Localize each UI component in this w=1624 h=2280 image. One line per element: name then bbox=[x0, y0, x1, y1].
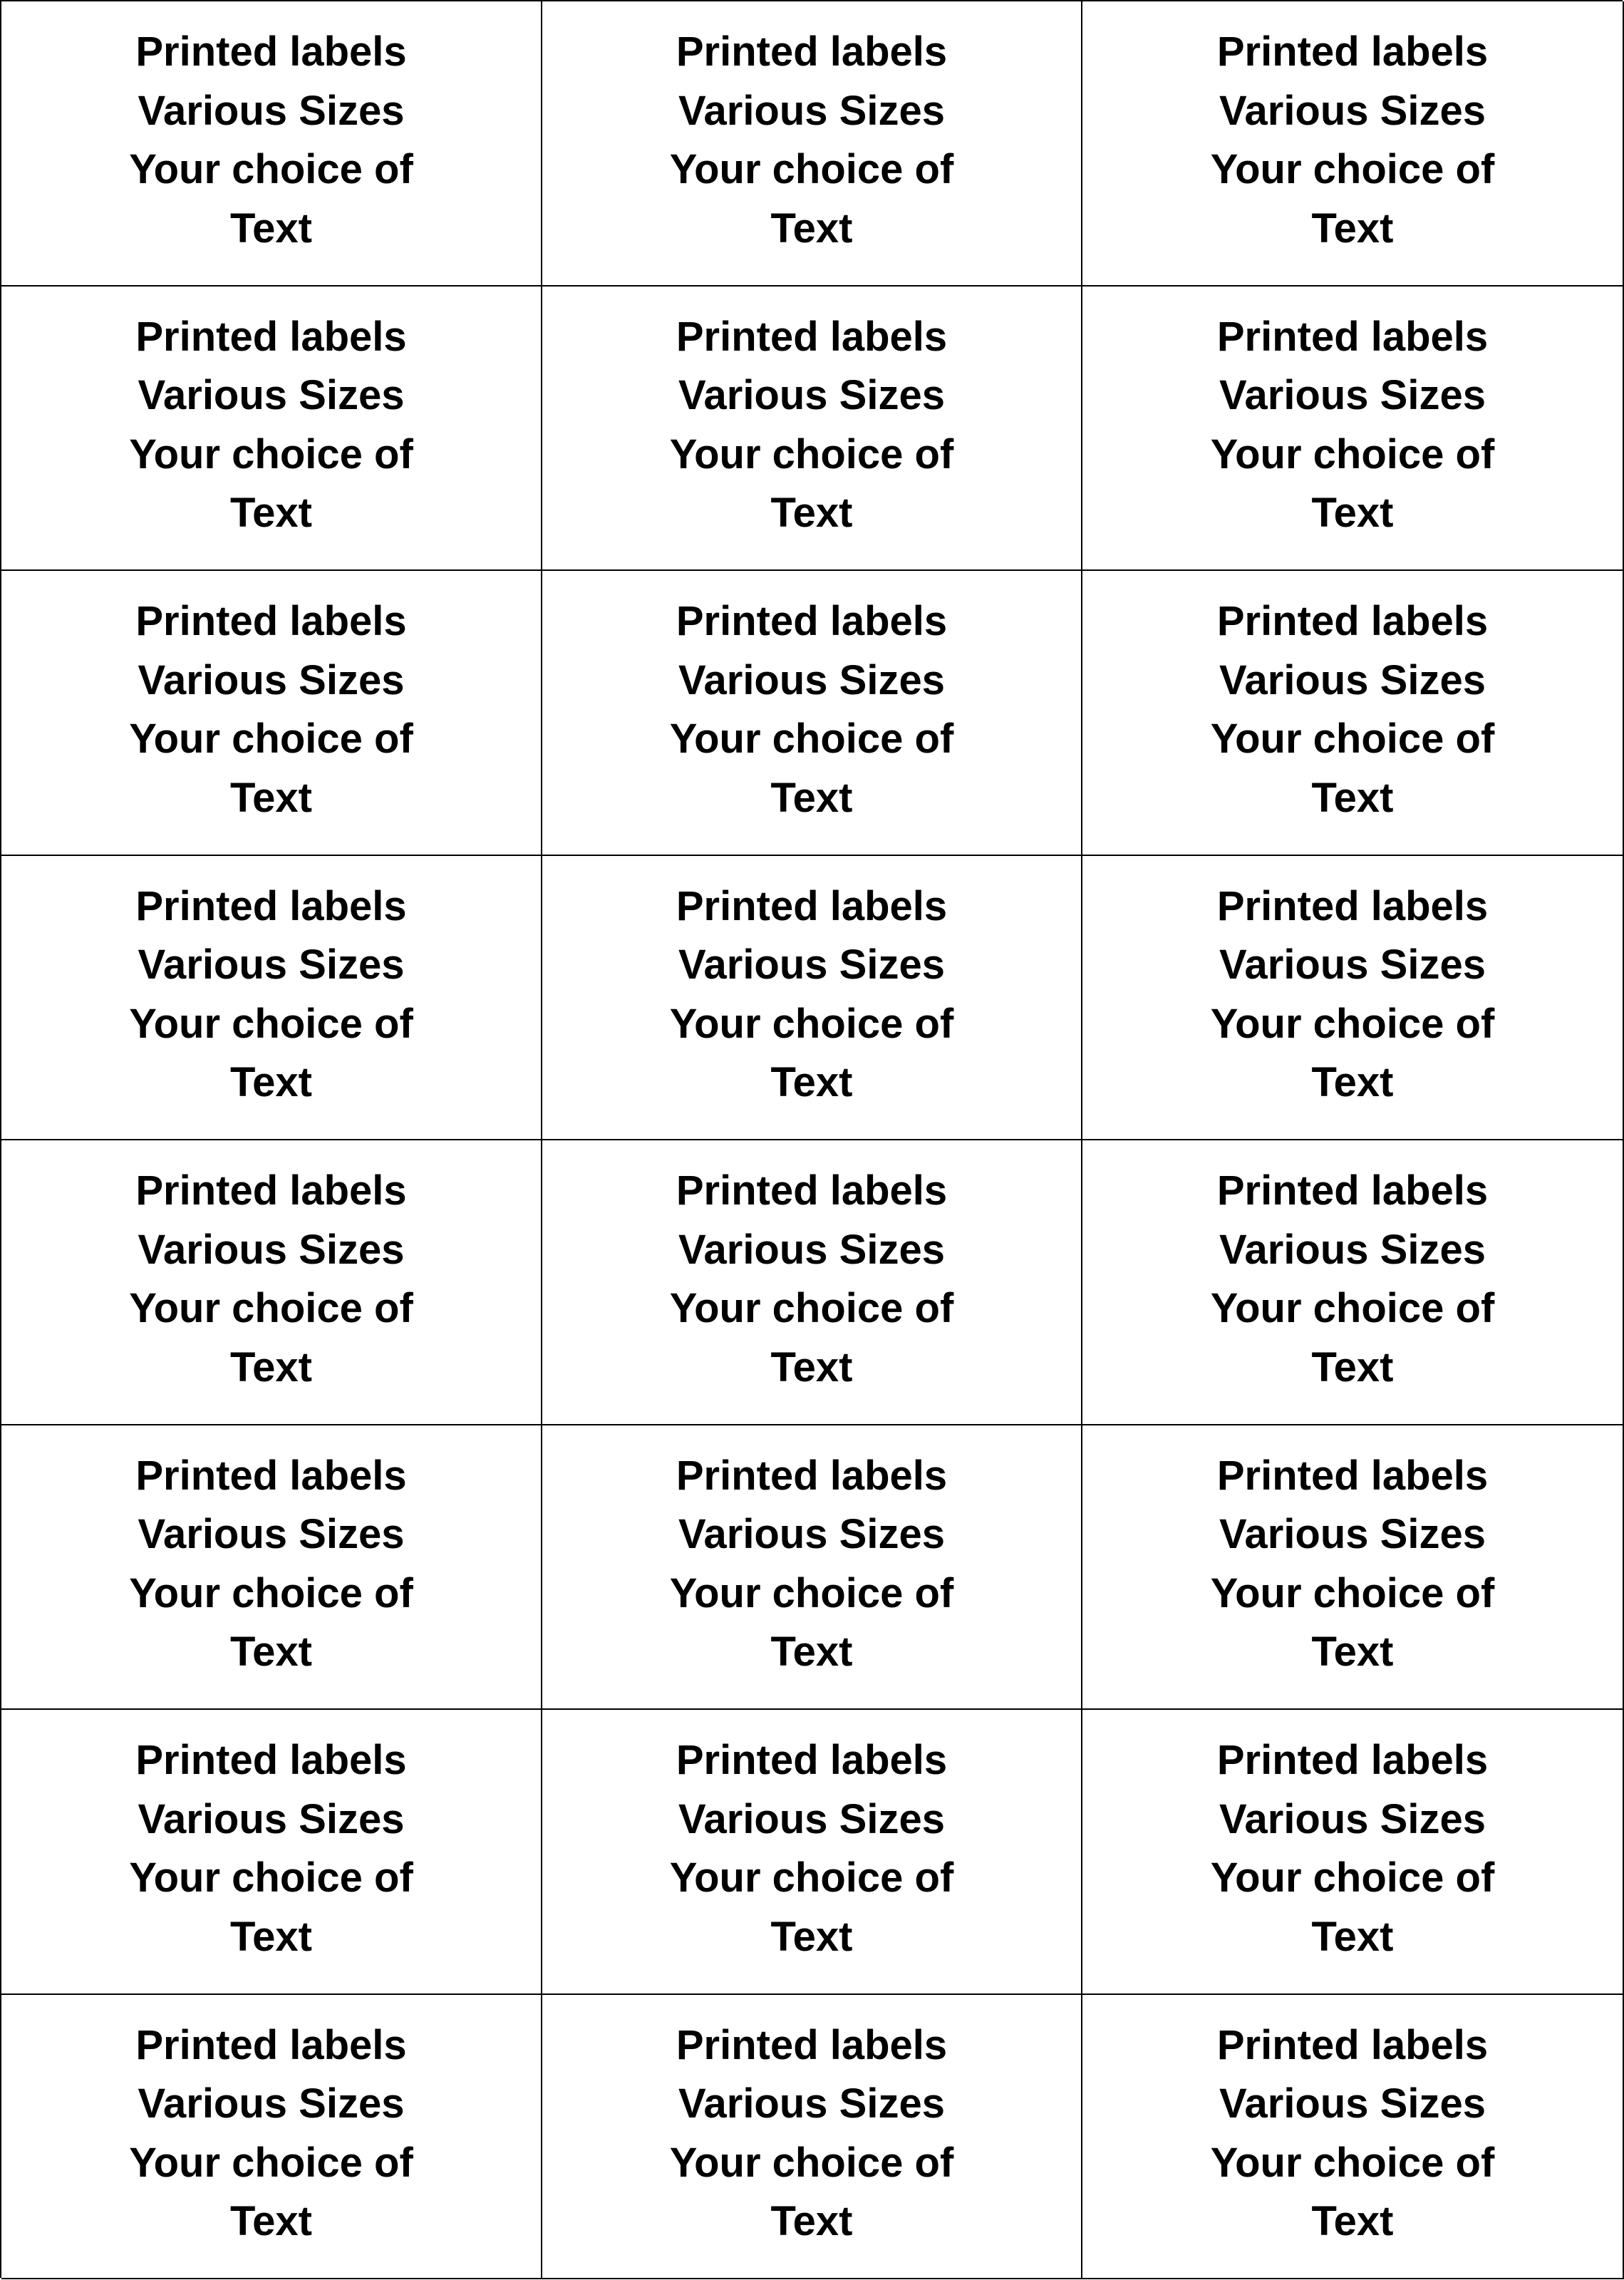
label-line4: Text bbox=[770, 205, 853, 252]
label-line3: Your choice of bbox=[669, 716, 954, 762]
label-cell-r3-c1 bbox=[1, 571, 542, 856]
label-line1: Printed labels bbox=[676, 1167, 948, 1214]
label-line4: Text bbox=[1311, 490, 1394, 536]
label-line1: Printed labels bbox=[135, 313, 407, 360]
label-cell-r1-c3 bbox=[1082, 1, 1624, 287]
label-cell-r5-c2 bbox=[542, 1140, 1082, 1425]
label-line2: Various Sizes bbox=[678, 1795, 945, 1842]
label-cell-r8-c1 bbox=[1, 1995, 542, 2280]
label-line4: Text bbox=[1311, 2198, 1394, 2244]
label-line2: Various Sizes bbox=[678, 372, 945, 418]
label-line2: Various Sizes bbox=[1219, 87, 1486, 134]
label-line1: Printed labels bbox=[135, 1452, 407, 1499]
label-line1: Printed labels bbox=[1216, 1737, 1489, 1783]
label-line2: Various Sizes bbox=[138, 2080, 405, 2127]
label-line4: Text bbox=[230, 205, 312, 252]
label-line4: Text bbox=[770, 2198, 853, 2244]
label-line2: Various Sizes bbox=[138, 656, 405, 703]
label-line2: Various Sizes bbox=[678, 2080, 945, 2127]
label-cell-r1-c2 bbox=[542, 1, 1082, 287]
label-line2: Various Sizes bbox=[1219, 656, 1486, 703]
label-line4: Text bbox=[1311, 1629, 1394, 1675]
label-line1: Printed labels bbox=[1216, 1452, 1489, 1499]
label-cell-r7-c3 bbox=[1082, 1710, 1624, 1995]
label-line1: Printed labels bbox=[1216, 313, 1489, 360]
label-line1: Printed labels bbox=[676, 1737, 948, 1783]
label-line3: Your choice of bbox=[129, 1000, 413, 1047]
label-line4: Text bbox=[770, 774, 853, 821]
label-line4: Text bbox=[1311, 1059, 1394, 1105]
label-cell-r3-c3 bbox=[1082, 571, 1624, 856]
label-line4: Text bbox=[230, 1913, 312, 1960]
label-cell-r2-c2 bbox=[542, 287, 1082, 572]
label-line1: Printed labels bbox=[1216, 882, 1489, 929]
label-cell-r6-c1 bbox=[1, 1425, 542, 1711]
label-cell-r4-c2 bbox=[542, 856, 1082, 1141]
label-line3: Your choice of bbox=[669, 1569, 954, 1616]
label-line1: Printed labels bbox=[676, 598, 948, 644]
label-line2: Various Sizes bbox=[1219, 1511, 1486, 1557]
label-line2: Various Sizes bbox=[1219, 942, 1486, 988]
label-cell-r8-c3 bbox=[1082, 1995, 1624, 2280]
label-line4: Text bbox=[230, 490, 312, 536]
label-line1: Printed labels bbox=[676, 1452, 948, 1499]
label-line3: Your choice of bbox=[1210, 2139, 1495, 2186]
label-line1: Printed labels bbox=[135, 29, 407, 75]
label-line4: Text bbox=[770, 1059, 853, 1105]
label-cell-r1-c1 bbox=[1, 1, 542, 287]
label-line1: Printed labels bbox=[135, 2021, 407, 2068]
label-line3: Your choice of bbox=[1210, 716, 1495, 762]
label-line3: Your choice of bbox=[1210, 1855, 1495, 1901]
label-line2: Various Sizes bbox=[138, 372, 405, 418]
label-line4: Text bbox=[230, 1343, 312, 1391]
label-line4: Text bbox=[1311, 1343, 1394, 1391]
label-line3: Your choice of bbox=[1210, 146, 1495, 192]
label-line1: Printed labels bbox=[676, 313, 948, 360]
label-line2: Various Sizes bbox=[1219, 372, 1486, 418]
label-cell-r5-c3 bbox=[1082, 1140, 1624, 1425]
label-cell-r4-c1 bbox=[1, 856, 542, 1141]
label-line1: Printed labels bbox=[135, 598, 407, 644]
label-cell-r8-c2 bbox=[542, 1995, 1082, 2280]
label-line2: Various Sizes bbox=[678, 656, 945, 703]
label-line1: Printed labels bbox=[676, 29, 948, 75]
label-line2: Various Sizes bbox=[678, 87, 945, 134]
label-line1: Printed labels bbox=[135, 882, 407, 929]
label-line3: Your choice of bbox=[669, 2139, 954, 2186]
label-line3: Your choice of bbox=[129, 1569, 413, 1616]
label-line4: Text bbox=[770, 1343, 853, 1391]
label-line3: Your choice of bbox=[669, 1855, 954, 1901]
label-line1: Printed labels bbox=[676, 882, 948, 929]
label-line1: Printed labels bbox=[135, 1167, 407, 1214]
label-line2: Various Sizes bbox=[678, 942, 945, 988]
label-cell-r5-c1 bbox=[1, 1140, 542, 1425]
label-cell-r6-c2 bbox=[542, 1425, 1082, 1711]
label-line4: Text bbox=[230, 1059, 312, 1105]
label-line3: Your choice of bbox=[1210, 430, 1495, 478]
label-line1: Printed labels bbox=[1216, 1167, 1489, 1214]
label-line3: Your choice of bbox=[129, 146, 413, 192]
label-cell-r6-c3 bbox=[1082, 1425, 1624, 1711]
label-line3: Your choice of bbox=[669, 146, 954, 192]
label-line2: Various Sizes bbox=[1219, 2080, 1486, 2127]
label-line2: Various Sizes bbox=[678, 1226, 945, 1273]
label-line2: Various Sizes bbox=[1219, 1226, 1486, 1273]
label-cell-r3-c2 bbox=[542, 571, 1082, 856]
label-line3: Your choice of bbox=[669, 1285, 954, 1331]
label-line3: Your choice of bbox=[129, 430, 413, 478]
label-line2: Various Sizes bbox=[138, 87, 405, 134]
label-line3: Your choice of bbox=[669, 430, 954, 478]
label-line3: Your choice of bbox=[129, 1285, 413, 1331]
label-line4: Text bbox=[230, 774, 312, 821]
label-cell-r7-c1 bbox=[1, 1710, 542, 1995]
label-line2: Various Sizes bbox=[138, 1511, 405, 1557]
label-line3: Your choice of bbox=[1210, 1285, 1495, 1331]
label-line3: Your choice of bbox=[1210, 1000, 1495, 1047]
label-line3: Your choice of bbox=[1210, 1569, 1495, 1616]
label-line3: Your choice of bbox=[129, 716, 413, 762]
label-line4: Text bbox=[770, 1629, 853, 1675]
label-line1: Printed labels bbox=[135, 1737, 407, 1783]
label-line1: Printed labels bbox=[1216, 2021, 1489, 2068]
label-line4: Text bbox=[1311, 1913, 1394, 1960]
label-line2: Various Sizes bbox=[678, 1511, 945, 1557]
label-line4: Text bbox=[1311, 205, 1394, 252]
label-line4: Text bbox=[230, 1629, 312, 1675]
label-line3: Your choice of bbox=[129, 1855, 413, 1901]
label-cell-r4-c3 bbox=[1082, 856, 1624, 1141]
label-line4: Text bbox=[1311, 774, 1394, 821]
label-line4: Text bbox=[770, 1913, 853, 1960]
label-cell-r7-c2 bbox=[542, 1710, 1082, 1995]
label-line2: Various Sizes bbox=[138, 1795, 405, 1842]
label-line2: Various Sizes bbox=[138, 1226, 405, 1273]
label-line2: Various Sizes bbox=[138, 942, 405, 988]
label-line3: Your choice of bbox=[129, 2139, 413, 2186]
label-line4: Text bbox=[770, 490, 853, 536]
label-cell-r2-c1 bbox=[1, 287, 542, 572]
label-line2: Various Sizes bbox=[1219, 1795, 1486, 1842]
label-line4: Text bbox=[230, 2198, 312, 2244]
label-cell-r2-c3 bbox=[1082, 287, 1624, 572]
label-line1: Printed labels bbox=[676, 2021, 948, 2068]
label-line3: Your choice of bbox=[669, 1000, 954, 1047]
label-line1: Printed labels bbox=[1216, 29, 1489, 75]
label-line1: Printed labels bbox=[1216, 598, 1489, 644]
